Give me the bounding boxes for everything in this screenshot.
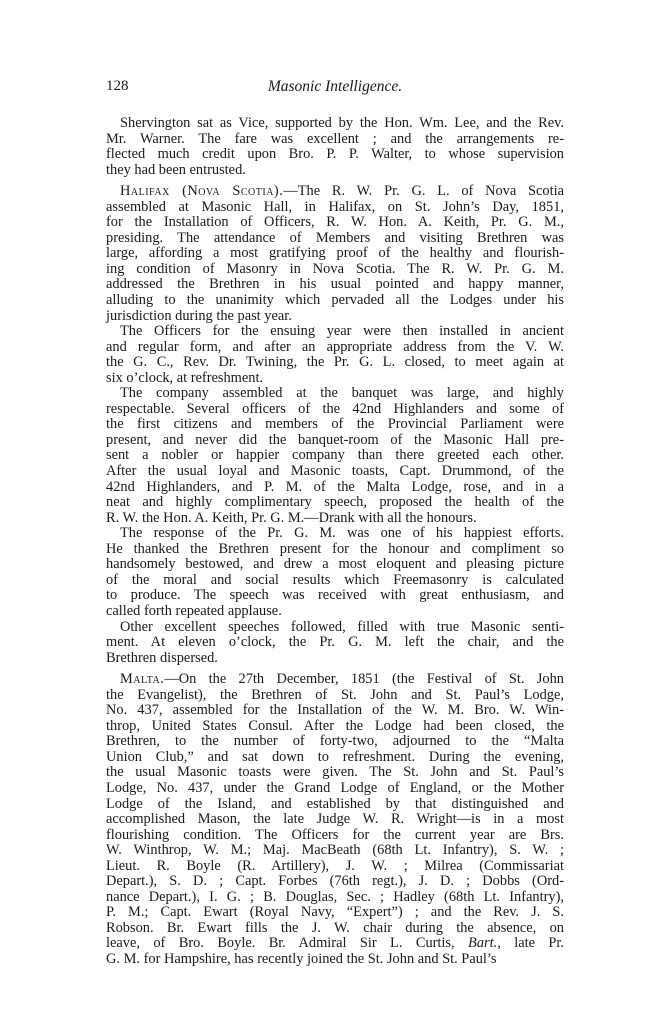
text-line: throp, United States Consul. After the Lodge had been closed, the [106, 717, 564, 734]
section-paragraph [106, 184, 564, 324]
text-line: G. M. for Hampshire, has recently joined the St. John and St. Paul’s [106, 950, 497, 967]
paragraph [106, 386, 564, 526]
text-line: addressed the Brethren in his usual pointed and happy manner, [106, 276, 564, 293]
text-line: The company assembled at the banquet was large, and highly [120, 385, 564, 402]
text-line: P. M.; Capt. Ewart (Royal Navy, “Expert”) ; and the Rev. J. S. [106, 904, 564, 921]
text-line: Brethren dispersed. [106, 649, 218, 666]
text-line: After the usual loyal and Masonic toasts, Capt. Drummond, of the [106, 463, 564, 480]
text-line: Lodge, No. 437, under the Grand Lodge of England, or the Mother [106, 779, 564, 796]
text-line: presiding. The attendance of Members and visiting Brethren was [106, 229, 564, 246]
text-line: jurisdiction during the past year. [106, 307, 292, 324]
text-line: handsomely bestowed, and drew a most eloquent and pleasing picture [106, 556, 564, 573]
paragraph [106, 526, 564, 619]
section-paragraph [106, 672, 564, 967]
text-line: assembled at Masonic Hall, in Halifax, on St. John’s Day, 1851, [106, 198, 564, 215]
text-line: accomplished Mason, the late Judge W. R. Wright—is in a most [106, 811, 564, 828]
running-title: Masonic Intelligence. [267, 78, 403, 95]
text-line: nance Depart.), I. G. ; B. Douglas, Sec. ; Hadley (68th Lt. Infantry), [106, 888, 564, 905]
page-header [106, 78, 564, 100]
text-line: Malta.—On the 27th December, 1851 (the Festival of St. John [120, 671, 564, 688]
page-number: 128 [106, 78, 129, 94]
section-heading: Halifax (Nova Scotia). [120, 183, 284, 200]
text-line: He thanked the Brethren present for the honour and compliment so [106, 540, 564, 557]
paragraph [106, 620, 564, 667]
text-line: neat and highly complimentary speech, proposed the health of the [106, 494, 564, 511]
text-line: large, affording a most gratifying proof of the healthy and flourish- [106, 245, 564, 262]
text-line: the usual Masonic toasts were given. The St. John and St. Paul’s [106, 764, 564, 781]
text-line: called forth repeated applause. [106, 602, 282, 619]
text-line: the G. C., Rev. Dr. Twining, the Pr. G. L. closed, to meet again at [106, 354, 564, 371]
page-body [106, 116, 564, 968]
book-page [106, 78, 564, 968]
text-line: of the moral and social results which Freemasonry is calculated [106, 571, 564, 588]
paragraph [106, 324, 564, 386]
text-line: Mr. Warner. The fare was excellent ; and the arrangements re- [106, 130, 564, 147]
italic-text: Bart. [468, 935, 498, 952]
text-line: for the Installation of Officers, R. W. Hon. A. Keith, Pr. G. M., [106, 214, 564, 231]
text-line: ment. At eleven o’clock, the Pr. G. M. left the chair, and the [106, 634, 564, 651]
text-line: flourishing condition. The Officers for the current year are Brs. [106, 826, 564, 843]
text-line: 42nd Highlanders, and P. M. of the Malta Lodge, rose, and in a [106, 478, 564, 495]
text-line: The response of the Pr. G. M. was one of his happiest efforts. [120, 525, 564, 542]
text-line: Lieut. R. Boyle (R. Artillery), J. W. ; Milrea (Commissariat [106, 857, 564, 874]
text-line: Union Club,” and sat down to refreshment. During the evening, [106, 748, 564, 765]
text-line: they had been entrusted. [106, 161, 246, 178]
text-line: sent a nobler or happier company than there greeted each other. [106, 447, 564, 464]
text-line: leave, of Bro. Boyle. Br. Admiral Sir L. Curtis, Bart., late Pr. [106, 935, 564, 952]
text-line: the Evangelist), the Brethren of St. John and St. Paul’s Lodge, [106, 686, 564, 703]
text-line: and regular form, and after an appropriate address from the V. W. [106, 338, 564, 355]
text-line: to produce. The speech was received with great enthusiasm, and [106, 587, 564, 604]
text-line: Depart.), S. D. ; Capt. Forbes (76th regt.), J. D. ; Dobbs (Ord- [106, 873, 564, 890]
text-line: R. W. the Hon. A. Keith, Pr. G. M.—Drank with all the honours. [106, 509, 477, 526]
text-line: Halifax (Nova Scotia).—The R. W. Pr. G. L. of Nova Scotia [120, 183, 564, 200]
paragraph [106, 116, 564, 178]
text-line: Lodge of the Island, and established by that distinguished and [106, 795, 564, 812]
text-line: The Officers for the ensuing year were then installed in ancient [120, 323, 564, 340]
text-line: six o’clock, at refreshment. [106, 369, 264, 386]
text-line: flected much credit upon Bro. P. P. Walter, to whose supervision [106, 146, 564, 163]
text-line: W. Winthrop, W. M.; Maj. MacBeath (68th Lt. Infantry), S. W. ; [106, 842, 564, 859]
text-line: alluding to the unanimity which pervaded all the Lodges under his [106, 292, 564, 309]
section-heading: Malta. [120, 671, 165, 688]
text-line: Other excellent speeches followed, filled with true Masonic senti- [120, 618, 564, 635]
text-line: Brethren, to the number of forty-two, adjourned to the “Malta [106, 733, 564, 750]
text-line: Robson. Br. Ewart fills the J. W. chair during the absence, on [106, 919, 564, 936]
text-line: Shervington sat as Vice, supported by the Hon. Wm. Lee, and the Rev. [120, 115, 564, 131]
text-line: respectable. Several officers of the 42nd Highlanders and some of [106, 400, 564, 417]
text-line: present, and never did the banquet-room of the Masonic Hall pre- [106, 431, 564, 448]
text-line: the first citizens and members of the Provincial Parliament were [106, 416, 564, 433]
text-line: No. 437, assembled for the Installation of the W. M. Bro. W. Win- [106, 702, 564, 719]
text-line: ing condition of Masonry in Nova Scotia. The R. W. Pr. G. M. [106, 260, 564, 277]
